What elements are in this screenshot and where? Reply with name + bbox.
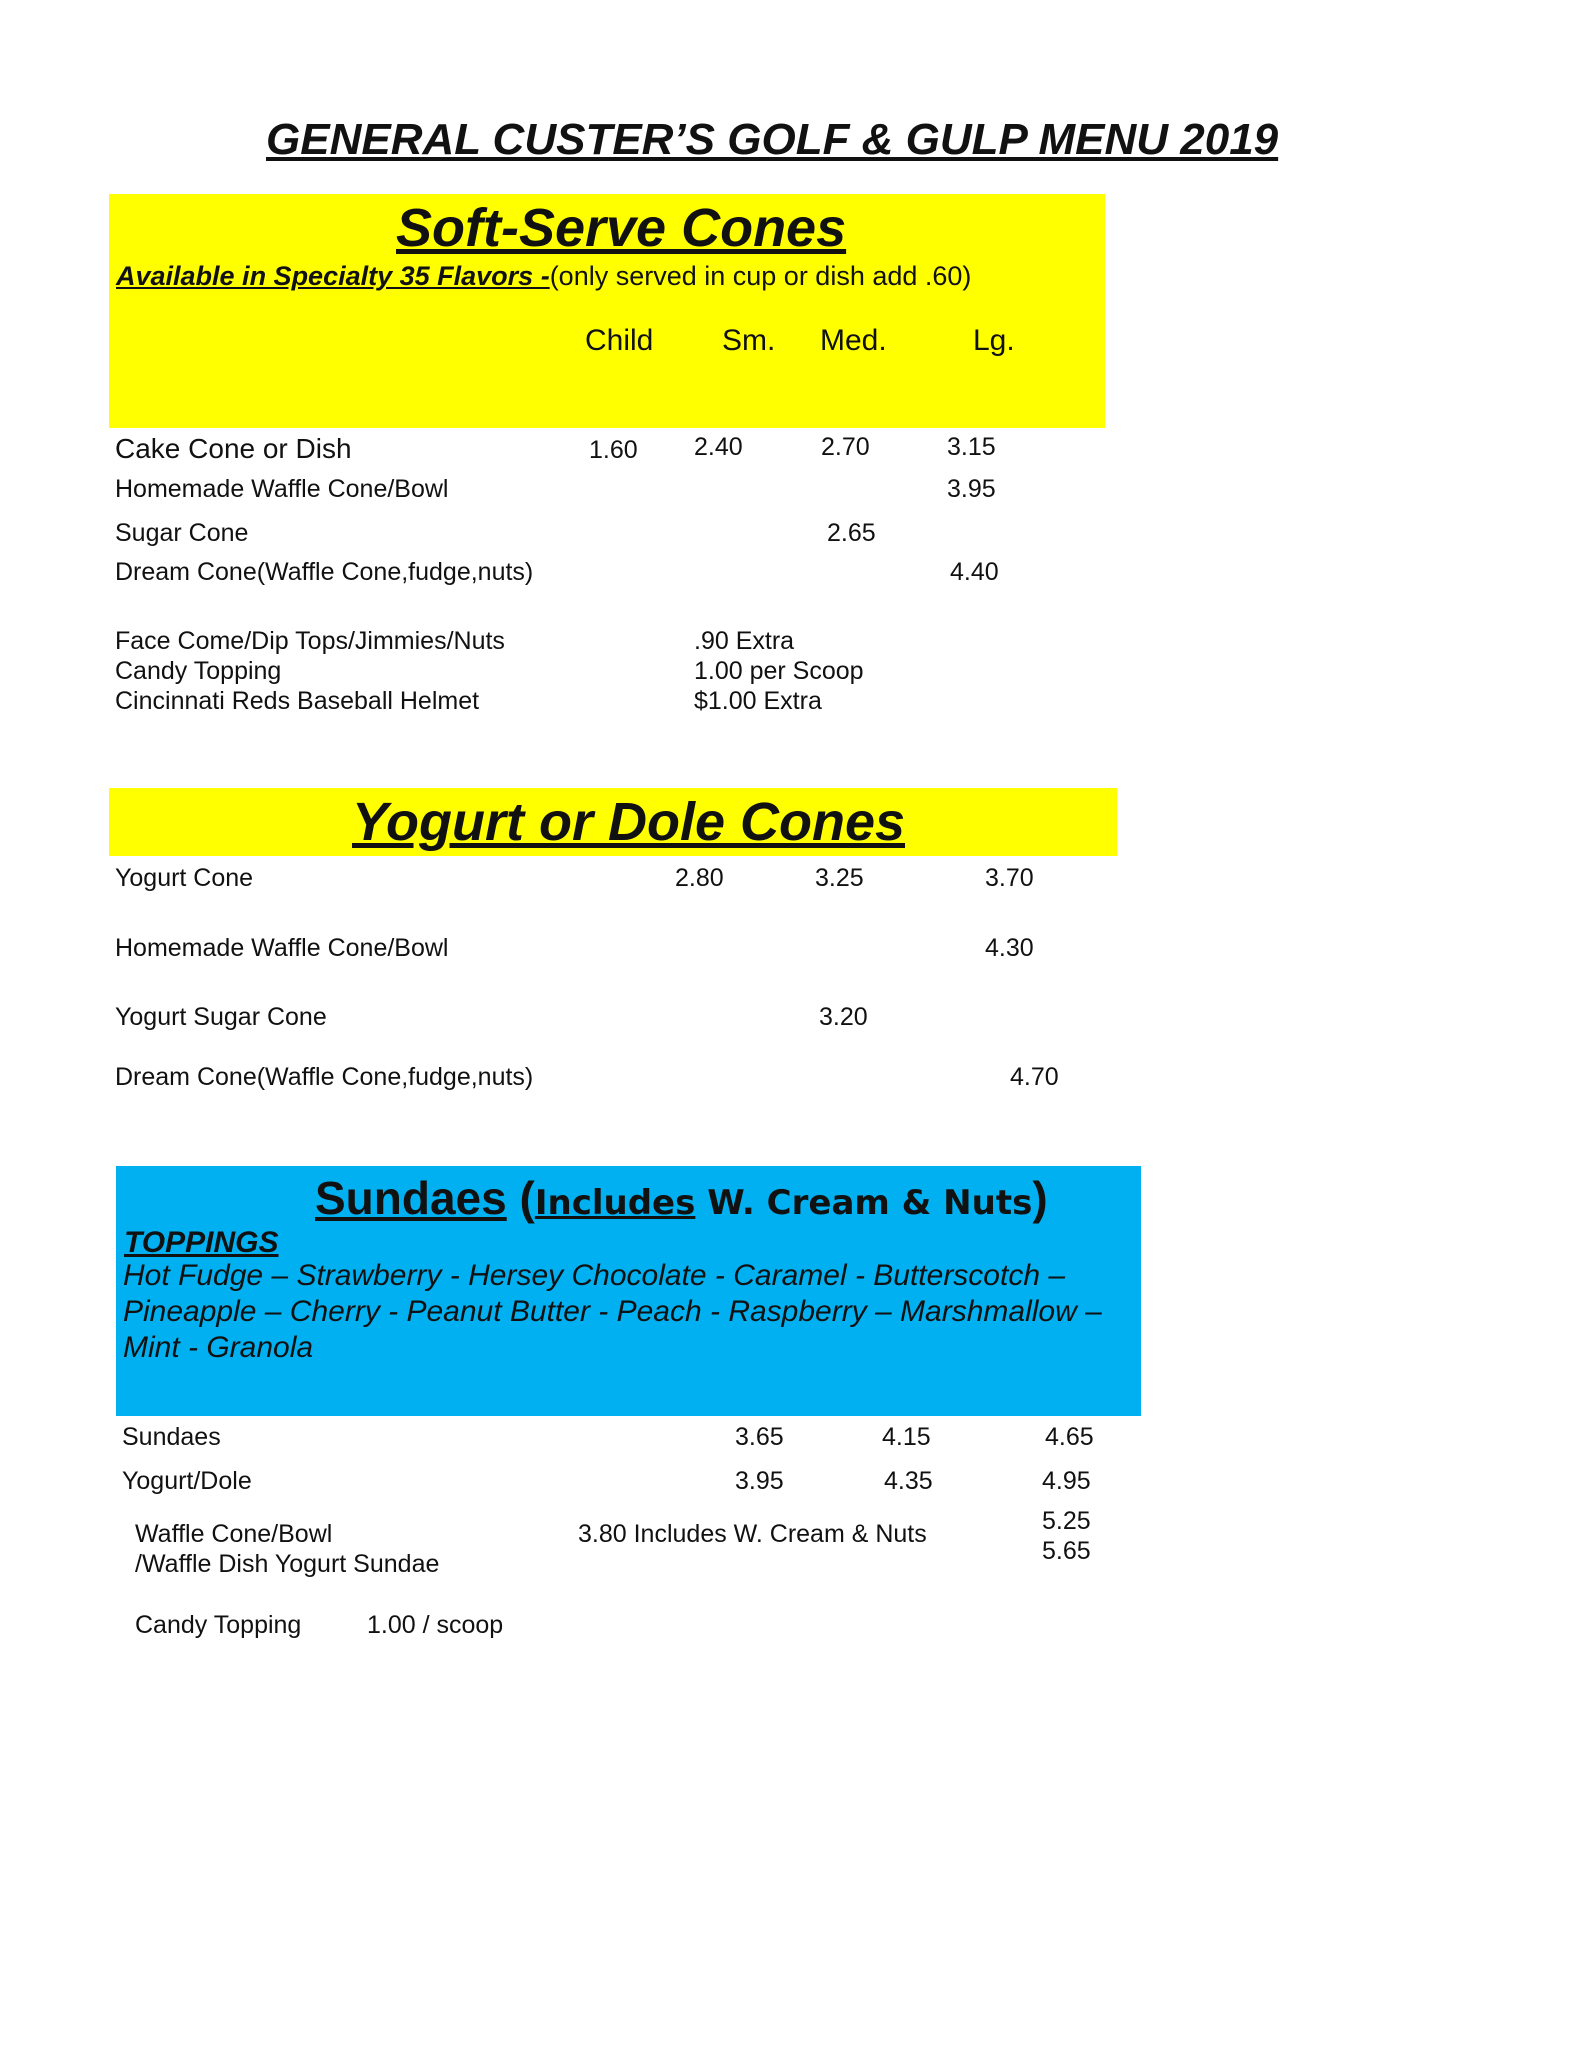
menu-item-price-small: 2.40 xyxy=(694,433,743,461)
menu-item-price-small: 3.95 xyxy=(735,1467,784,1495)
menu-item-price-medium: 2.65 xyxy=(827,519,876,547)
menu-item-price-medium: 2.70 xyxy=(821,433,870,461)
menu-item-price-large: 3.95 xyxy=(947,475,996,503)
sundaes-includes-rest: W. Cream & Nuts xyxy=(695,1183,1033,1223)
extra-name: Candy Topping xyxy=(115,657,282,685)
column-header-small: Sm. xyxy=(722,324,776,357)
menu-item-name: Dream Cone(Waffle Cone,fudge,nuts) xyxy=(115,1063,534,1091)
menu-item-price-large: 4.30 xyxy=(985,934,1034,962)
sundaes-heading xyxy=(315,1172,1048,1224)
menu-item-name: Yogurt Sugar Cone xyxy=(115,1003,327,1031)
extra-name: Face Come/Dip Tops/Jimmies/Nuts xyxy=(115,627,505,655)
menu-item-price-medium: 3.25 xyxy=(815,864,864,892)
menu-item-price-large: 3.70 xyxy=(985,864,1034,892)
menu-item-price-large: 4.95 xyxy=(1042,1467,1091,1495)
menu-item-price-medium: 3.20 xyxy=(819,1003,868,1031)
waffle-item-line2: /Waffle Dish Yogurt Sundae xyxy=(135,1550,440,1578)
menu-item-price-medium: 4.15 xyxy=(882,1423,931,1451)
menu-item-price-child: 1.60 xyxy=(589,436,638,464)
page-title: GENERAL CUSTER’S GOLF & GULP MENU 2019 xyxy=(266,115,1279,164)
menu-item-name: Sugar Cone xyxy=(115,519,249,547)
sundaes-heading-main: Sundaes xyxy=(315,1172,507,1224)
waffle-item-price-large-2: 5.65 xyxy=(1042,1537,1091,1565)
sundaes-heading-paren-open: ( xyxy=(519,1172,535,1224)
menu-item-name: Homemade Waffle Cone/Bowl xyxy=(115,475,449,503)
menu-item-name: Yogurt/Dole xyxy=(122,1467,252,1495)
column-header-medium: Med. xyxy=(820,324,887,357)
menu-item-name: Dream Cone(Waffle Cone,fudge,nuts) xyxy=(115,558,534,586)
menu-item-price-medium: 4.35 xyxy=(884,1467,933,1495)
toppings-label: TOPPINGS xyxy=(124,1226,279,1259)
waffle-item-line1: Waffle Cone/Bowl xyxy=(135,1520,333,1548)
menu-item-price-large: 4.70 xyxy=(1010,1063,1059,1091)
soft-serve-subtitle-bold: Available in Specialty 35 Flavors - xyxy=(116,261,550,291)
soft-serve-heading: Soft-Serve Cones xyxy=(396,198,847,258)
extra-price: $1.00 Extra xyxy=(694,687,822,715)
extra-price: 1.00 per Scoop xyxy=(694,657,864,685)
soft-serve-subtitle xyxy=(116,263,971,290)
column-header-large: Lg. xyxy=(973,324,1015,357)
extra-price: .90 Extra xyxy=(694,627,795,655)
yogurt-heading: Yogurt or Dole Cones xyxy=(352,792,906,852)
soft-serve-subtitle-rest: (only served in cup or dish add .60) xyxy=(549,261,972,291)
candy-topping-label: Candy Topping xyxy=(135,1611,302,1639)
toppings-list: Hot Fudge – Strawberry - Hersey Chocolate - Caramel - Butterscotch – Pineapple – Cherry - Peanut Butter - Peach - Raspberry – Marshmallow – Mint - Granola xyxy=(123,1259,1102,1364)
menu-item-name: Homemade Waffle Cone/Bowl xyxy=(115,934,449,962)
sundaes-includes-word: Includes xyxy=(534,1183,696,1223)
menu-item-name: Yogurt Cone xyxy=(115,864,254,892)
menu-item-name: Cake Cone or Dish xyxy=(115,433,352,464)
menu-item-price-large: 3.15 xyxy=(947,433,996,461)
menu-item-name: Sundaes xyxy=(122,1423,221,1451)
sundaes-heading-paren-close: ) xyxy=(1032,1172,1048,1224)
waffle-item-price-large-1: 5.25 xyxy=(1042,1507,1091,1535)
column-header-child: Child xyxy=(585,324,654,357)
menu-item-price-small: 3.65 xyxy=(735,1423,784,1451)
menu-item-price-small: 2.80 xyxy=(675,864,724,892)
waffle-item-price: 3.80 Includes W. Cream & Nuts xyxy=(578,1520,927,1548)
menu-item-price-large: 4.40 xyxy=(950,558,999,586)
candy-topping-price: 1.00 / scoop xyxy=(367,1611,504,1639)
extra-name: Cincinnati Reds Baseball Helmet xyxy=(115,687,480,715)
menu-item-price-large: 4.65 xyxy=(1045,1423,1094,1451)
